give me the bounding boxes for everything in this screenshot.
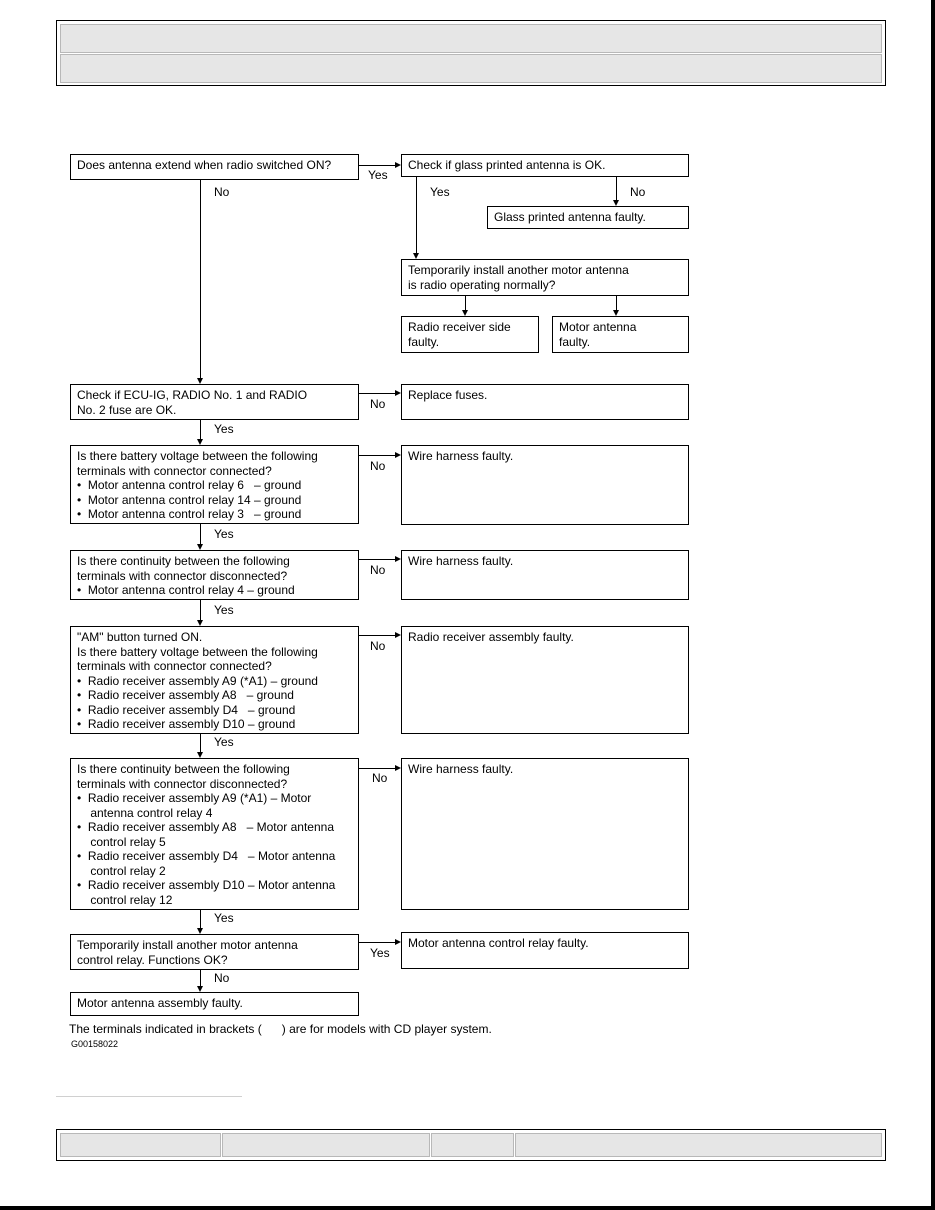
connector-line bbox=[200, 524, 201, 544]
continuity-radio-relay: Is there continuity between the following terminals with connector disconnected? • Radio receiver assembly A9 (*A1) – Motor antenna control relay 4 • Radio receiver assembly A8 – Motor antenna control relay 5 • Radio receiver assembly D4 – Motor antenna control relay 2 • Radio receiver assembly D10 – Motor antenna control relay 12 bbox=[70, 758, 359, 910]
footer-cell-4 bbox=[515, 1133, 882, 1157]
footer-cell-1 bbox=[60, 1133, 221, 1157]
wire-harness-faulty-2: Wire harness faulty. bbox=[401, 550, 689, 600]
label-yes: Yes bbox=[214, 603, 234, 617]
arrow-down bbox=[197, 928, 203, 934]
label-no: No bbox=[372, 771, 388, 785]
connector-line bbox=[359, 165, 395, 166]
label-no: No bbox=[370, 563, 386, 577]
figure-id: G00158022 bbox=[71, 1039, 119, 1049]
connector-line bbox=[359, 635, 395, 636]
label-no: No bbox=[630, 185, 646, 199]
arrow-right bbox=[395, 452, 401, 458]
arrow-down bbox=[197, 439, 203, 445]
arrow-down bbox=[613, 200, 619, 206]
arrow-down bbox=[462, 310, 468, 316]
connector-line bbox=[359, 559, 395, 560]
footer-cell-3 bbox=[431, 1133, 514, 1157]
question-antenna-extend: Does antenna extend when radio switched ON? bbox=[70, 154, 359, 180]
label-yes: Yes bbox=[214, 735, 234, 749]
connector-line bbox=[359, 768, 395, 769]
connector-line bbox=[359, 393, 395, 394]
connector-line bbox=[359, 942, 395, 943]
check-glass-antenna: Check if glass printed antenna is OK. bbox=[401, 154, 689, 177]
temp-install-antenna: Temporarily install another motor antenna is radio operating normally? bbox=[401, 259, 689, 296]
label-no: No bbox=[214, 185, 230, 199]
arrow-right bbox=[395, 390, 401, 396]
battery-voltage-relay: Is there battery voltage between the following terminals with connector connected? • Motor antenna control relay 6 – ground • Motor antenna control relay 14 – ground • Motor antenna control relay 3 – ground bbox=[70, 445, 359, 524]
continuity-relay-ground: Is there continuity between the following terminals with connector disconnected? • Motor antenna control relay 4 – ground bbox=[70, 550, 359, 600]
label-yes: Yes bbox=[214, 527, 234, 541]
arrow-down bbox=[413, 253, 419, 259]
connector-line bbox=[200, 734, 201, 752]
arrow-down bbox=[197, 986, 203, 992]
motor-antenna-assembly-faulty: Motor antenna assembly faulty. bbox=[70, 992, 359, 1016]
radio-receiver-assembly-faulty: Radio receiver assembly faulty. bbox=[401, 626, 689, 734]
label-yes: Yes bbox=[214, 422, 234, 436]
connector-line bbox=[359, 455, 395, 456]
control-relay-faulty: Motor antenna control relay faulty. bbox=[401, 932, 689, 969]
connector-line bbox=[416, 177, 417, 253]
connector-line bbox=[200, 420, 201, 439]
footer-frame bbox=[56, 1129, 886, 1161]
label-yes: Yes bbox=[368, 168, 388, 182]
radio-receiver-side-faulty: Radio receiver side faulty. bbox=[401, 316, 539, 353]
fuse-check: Check if ECU-IG, RADIO No. 1 and RADIO No. 2 fuse are OK. bbox=[70, 384, 359, 420]
arrow-down bbox=[197, 378, 203, 384]
connector-line bbox=[200, 180, 201, 378]
footer-cell-2 bbox=[222, 1133, 430, 1157]
arrow-right bbox=[395, 765, 401, 771]
footnote-rule bbox=[56, 1096, 242, 1097]
label-no: No bbox=[370, 639, 386, 653]
label-yes: Yes bbox=[370, 946, 390, 960]
header-frame bbox=[56, 20, 886, 86]
header-bar-bottom bbox=[60, 54, 882, 83]
arrow-down bbox=[613, 310, 619, 316]
arrow-down bbox=[197, 752, 203, 758]
label-no: No bbox=[370, 459, 386, 473]
arrow-down bbox=[197, 544, 203, 550]
label-no: No bbox=[370, 397, 386, 411]
motor-antenna-faulty: Motor antenna faulty. bbox=[552, 316, 689, 353]
label-yes: Yes bbox=[430, 185, 450, 199]
temp-install-relay: Temporarily install another motor antenna control relay. Functions OK? bbox=[70, 934, 359, 970]
replace-fuses: Replace fuses. bbox=[401, 384, 689, 420]
am-button-voltage-check: "AM" button turned ON. Is there battery voltage between the following terminals with connector connected? • Radio receiver assembly A9 (*A1) – ground • Radio receiver assembly A8 – ground • Radio receiver assembly D4 – ground • Radio receiver assembly D10 – ground bbox=[70, 626, 359, 734]
connector-line bbox=[200, 600, 201, 620]
label-yes: Yes bbox=[214, 911, 234, 925]
arrow-right bbox=[395, 632, 401, 638]
wire-harness-faulty-3: Wire harness faulty. bbox=[401, 758, 689, 910]
connector-line bbox=[616, 177, 617, 201]
wire-harness-faulty-1: Wire harness faulty. bbox=[401, 445, 689, 525]
glass-antenna-faulty: Glass printed antenna faulty. bbox=[487, 206, 689, 229]
connector-line bbox=[200, 970, 201, 986]
footnote: The terminals indicated in brackets ( ) are for models with CD player system. bbox=[69, 1022, 492, 1036]
arrow-right bbox=[395, 939, 401, 945]
connector-line bbox=[616, 296, 617, 310]
connector-line bbox=[200, 910, 201, 928]
label-no: No bbox=[214, 971, 230, 985]
arrow-right bbox=[395, 162, 401, 168]
header-bar-top bbox=[60, 24, 882, 53]
connector-line bbox=[465, 296, 466, 310]
arrow-right bbox=[395, 556, 401, 562]
arrow-down bbox=[197, 620, 203, 626]
